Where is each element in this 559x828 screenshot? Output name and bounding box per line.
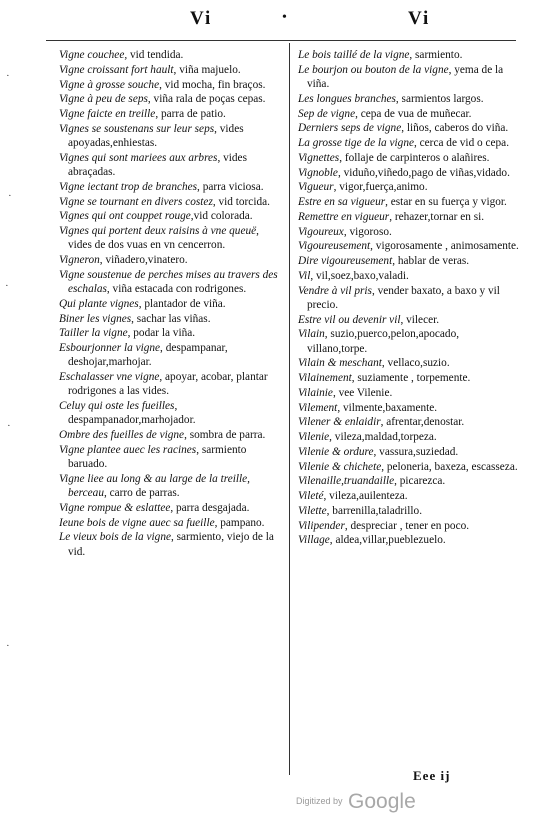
spanish-gloss: , vellaco,suzio. [381, 357, 450, 370]
french-headword: Biner les vignes [59, 312, 132, 325]
spanish-gloss: , sombra de parra. [184, 429, 266, 441]
french-headword: Le bourjon ou bouton de la vigne [298, 63, 449, 76]
french-headword: Vignes qui portent deux raisins à vne queuë [59, 225, 257, 237]
french-headword: Vigne croissant fort hault [59, 63, 174, 76]
dictionary-entry [59, 78, 283, 92]
margin-mark: · [6, 640, 10, 652]
dictionary-entry [298, 254, 520, 268]
watermark-prefix: Digitized by [296, 796, 343, 806]
spanish-gloss: , vid torcida. [212, 195, 270, 208]
french-headword: Vigne plantee auec les racines [59, 443, 197, 456]
spanish-gloss: , yema de la viña. [307, 63, 504, 90]
spanish-gloss: , liños, caberos do viña. [401, 122, 509, 135]
spanish-gloss: , despreciar , tener en poco. [344, 519, 470, 532]
spanish-gloss: , despampanador,marhojador. [68, 400, 196, 427]
french-headword: Le bois taillé de la vigne [298, 49, 410, 61]
french-headword: Vilipender [298, 519, 345, 532]
spanish-gloss: , pampano. [214, 516, 265, 529]
spanish-gloss: , vigorosamente , animosamente. [370, 240, 519, 253]
french-headword: Vignettes [298, 151, 340, 164]
spanish-gloss: , carro de parras. [103, 487, 180, 499]
french-headword: Estre vil ou devenir vil [298, 313, 401, 326]
spanish-gloss: , sarmientos largos. [395, 92, 484, 105]
dictionary-entry [298, 430, 520, 444]
spanish-gloss: , despampanar, deshojar,marhojar. [68, 342, 228, 369]
spanish-gloss: , podar la viña. [127, 327, 196, 340]
spanish-gloss: , vee Vilenie. [332, 386, 393, 399]
dictionary-entry [298, 284, 520, 313]
french-headword: Vilainement [298, 372, 352, 384]
french-headword: Vigoureux [298, 225, 344, 238]
spanish-gloss: , vides abraçadas. [68, 151, 247, 178]
spanish-gloss: , vender baxato, a baxo y vil precio. [307, 284, 500, 311]
dictionary-entry [298, 371, 520, 385]
spanish-gloss: , vileza,maldad,torpeza. [329, 431, 437, 443]
french-headword: Tailler la vigne [59, 327, 128, 340]
french-headword: Village [298, 534, 330, 547]
dictionary-entry [59, 297, 283, 311]
french-headword: Vilainie [298, 386, 333, 399]
french-headword: Vilement [298, 401, 338, 414]
spanish-gloss: , peloneria, baxeza, escasseza. [381, 460, 518, 473]
french-headword: Vilenie [298, 431, 330, 443]
running-header [40, 6, 540, 40]
dictionary-entry [298, 166, 520, 180]
french-headword: Vilette [298, 504, 327, 517]
spanish-gloss: , vides de dos vuas en vn cencerron. [68, 225, 259, 252]
spanish-gloss: , picarezca. [394, 475, 446, 488]
spanish-gloss: , suziamente , torpemente. [351, 372, 471, 384]
french-headword: Vigne se tournant en divers costez [59, 195, 213, 208]
dictionary-entry [59, 326, 283, 340]
french-headword: Remettre en vigueur [298, 210, 390, 223]
dictionary-entry [59, 312, 283, 326]
french-headword: Vigne à peu de seps [59, 93, 148, 106]
dictionary-entry [298, 504, 520, 518]
french-headword: Vignes qui ont couppet rouge [59, 210, 191, 223]
header-rule [46, 40, 516, 41]
dictionary-entry [298, 92, 520, 106]
french-headword: Vigne liee au long & au large de la treille, berceau [59, 472, 250, 499]
dictionary-entry [59, 92, 283, 106]
left-column [59, 48, 283, 559]
spanish-gloss: , parra viciosa. [197, 180, 264, 193]
dictionary-entry [298, 533, 520, 547]
french-headword: Vilener & enlaidir [298, 416, 381, 429]
dictionary-entry [298, 519, 520, 533]
dictionary-entry [59, 151, 283, 180]
dictionary-entry [59, 341, 283, 370]
dictionary-entry [298, 460, 520, 474]
spanish-gloss: , follaje de carpinteros o alañires. [339, 151, 490, 164]
dictionary-entry [298, 313, 520, 327]
margin-mark: · [8, 190, 12, 202]
dictionary-entry [298, 225, 520, 239]
spanish-gloss: , afrentar,denostar. [380, 416, 465, 429]
spanish-gloss: , vileza,auilenteza. [323, 490, 408, 502]
dictionary-entry [59, 63, 283, 77]
dictionary-entry [298, 210, 520, 224]
french-headword: Sep de vigne [298, 107, 356, 120]
dictionary-entry [298, 180, 520, 194]
spanish-gloss: , sarmiento baruado. [68, 443, 247, 470]
digitized-watermark [296, 790, 416, 814]
dictionary-entry [59, 209, 283, 223]
french-headword: Vendre à vil pris [298, 284, 372, 297]
french-headword: Qui plante vignes [59, 297, 139, 310]
spanish-gloss: , estar en su fuerça y vigor. [385, 196, 507, 208]
spanish-gloss: , vides apoyadas,enhiestas. [68, 122, 244, 149]
dictionary-entry [298, 136, 520, 150]
spanish-gloss: , barrenilla,taladrillo. [326, 504, 423, 517]
spanish-gloss: , viña rala de poças cepas. [147, 93, 266, 106]
spanish-gloss: , vilecer. [400, 313, 440, 326]
spanish-gloss: , sarmiento. [409, 49, 463, 61]
dictionary-entry [298, 63, 520, 92]
spanish-gloss: , vigor,fuerça,animo. [333, 181, 428, 194]
french-headword: Ieune bois de vigne auec sa fueille [59, 516, 215, 529]
spanish-gloss: , parra de patio. [155, 108, 226, 120]
dictionary-entry [59, 268, 283, 297]
spanish-gloss: vid tendida. [127, 49, 184, 61]
dictionary-entry [298, 445, 520, 459]
dictionary-entry [298, 356, 520, 370]
dictionary-entry [298, 269, 520, 283]
french-headword: Vignoble [298, 166, 338, 179]
column-divider [289, 43, 290, 775]
spanish-gloss: , vid mocha, fin braços. [159, 78, 266, 91]
header-right-title: Vi [408, 8, 431, 29]
spanish-gloss: ,vid colorada. [190, 210, 253, 223]
french-headword: Vigne couchee, [59, 49, 128, 61]
dictionary-entry [298, 386, 520, 400]
french-headword: Vigne à grosse souche [59, 78, 160, 91]
french-headword: Estre en sa vigueur [298, 196, 386, 208]
dictionary-entry [298, 489, 520, 503]
spanish-gloss: , sachar las viñas. [131, 312, 211, 325]
dictionary-entry [59, 516, 283, 530]
french-headword: Ombre des fueilles de vigne [59, 429, 185, 441]
french-headword: Vigne rompue & eslattee [59, 501, 171, 514]
french-headword: Vigne iectant trop de branches [59, 180, 198, 193]
margin-mark: · [7, 420, 11, 432]
french-headword: Vilain & meschant [298, 357, 382, 370]
spanish-gloss: , vil,soez,baxo,valadi. [310, 269, 409, 282]
margin-mark: · [5, 280, 9, 292]
dictionary-entry [59, 370, 283, 399]
signature-mark: Eee ij [413, 768, 451, 783]
french-headword: Vilenaille,truandaille [298, 475, 395, 488]
french-headword: Vilenie & ordure [298, 445, 374, 458]
margin-mark: · [6, 70, 10, 82]
dictionary-entry [59, 253, 283, 267]
spanish-gloss: , vassura,suziedad. [373, 445, 459, 458]
dictionary-entry [59, 180, 283, 194]
spanish-gloss: , plantador de viña. [138, 297, 226, 310]
french-headword: Dire vigoureusement [298, 255, 393, 267]
dictionary-entry [298, 121, 520, 135]
spanish-gloss: , cepa de vua de muñecar. [355, 107, 472, 120]
spanish-gloss: , apoyar, acobar, plantar rodrigones a las vides. [68, 371, 268, 398]
dictionary-entry [59, 107, 283, 121]
french-headword: Eschalasser vne vigne [59, 371, 160, 383]
french-headword: Vigne soustenue de perches mises au travers des eschalas [59, 268, 278, 295]
french-headword: Les longues branches [298, 92, 396, 105]
french-headword: Vileté [298, 490, 324, 502]
french-headword: Vil [298, 269, 311, 282]
spanish-gloss: , vigoroso. [343, 225, 392, 238]
dictionary-entry [298, 48, 520, 62]
dictionary-entry [298, 107, 520, 121]
french-headword: Derniers seps de vigne [298, 122, 402, 135]
spanish-gloss: , vilmente,baxamente. [337, 401, 438, 414]
spanish-gloss: , parra desgajada. [170, 501, 250, 514]
dictionary-entry [298, 195, 520, 209]
french-headword: Esbourjonner la vigne [59, 342, 161, 354]
dictionary-entry [59, 472, 283, 501]
spanish-gloss: , suzio,puerco,pelon,apocado, villano,torpe. [307, 328, 460, 355]
dictionary-entry [298, 239, 520, 253]
french-headword: Vigueur [298, 181, 334, 194]
dictionary-entry [298, 151, 520, 165]
dictionary-entry [298, 474, 520, 488]
spanish-gloss: , rehazer,tornar en si. [389, 210, 485, 223]
french-headword: Vignes qui sont mariees aux arbres [59, 151, 218, 164]
dictionary-entry [59, 122, 283, 151]
dictionary-entry [298, 415, 520, 429]
dictionary-entry [298, 327, 520, 356]
dictionary-entry [59, 428, 283, 442]
dictionary-entry [59, 195, 283, 209]
dictionary-entry [59, 48, 283, 62]
french-headword: Le vieux bois de la vigne [59, 531, 171, 544]
spanish-gloss: , hablar de veras. [392, 255, 470, 267]
header-left-title: Vi [190, 8, 213, 29]
french-headword: Vilenie & chichete [298, 460, 382, 473]
dictionary-entry [59, 501, 283, 515]
french-headword: Vigne faicte en treille [59, 108, 156, 120]
french-headword: Vigneron [59, 254, 100, 266]
dictionary-entry [59, 443, 283, 472]
dictionary-entry [59, 399, 283, 428]
spanish-gloss: , aldea,villar,pueblezuelo. [329, 534, 446, 547]
french-headword: Celuy qui oste les fueilles [59, 400, 175, 412]
spanish-gloss: , cerca de vid o cepa. [414, 137, 510, 149]
spanish-gloss: , sarmiento, viejo de la vid. [68, 531, 274, 558]
dictionary-entry [59, 224, 283, 253]
spanish-gloss: , viña majuelo. [173, 63, 241, 76]
google-logo: Google [348, 790, 416, 813]
right-column [298, 48, 520, 548]
french-headword: Vilain [298, 328, 325, 341]
french-headword: Vigoureusement [298, 240, 371, 253]
dictionary-entry [298, 401, 520, 415]
spanish-gloss: , viduño,viñedo,pago de viñas,vidado. [337, 166, 510, 179]
header-ornament: • [282, 10, 287, 25]
spanish-gloss: , viñadero,vinatero. [99, 254, 188, 266]
french-headword: La grosse tige de la vigne [298, 137, 414, 149]
dictionary-entry [59, 530, 283, 559]
french-headword: Vignes se soustenans sur leur seps [59, 122, 215, 135]
spanish-gloss: , viña estacada con rodrigones. [106, 283, 247, 295]
